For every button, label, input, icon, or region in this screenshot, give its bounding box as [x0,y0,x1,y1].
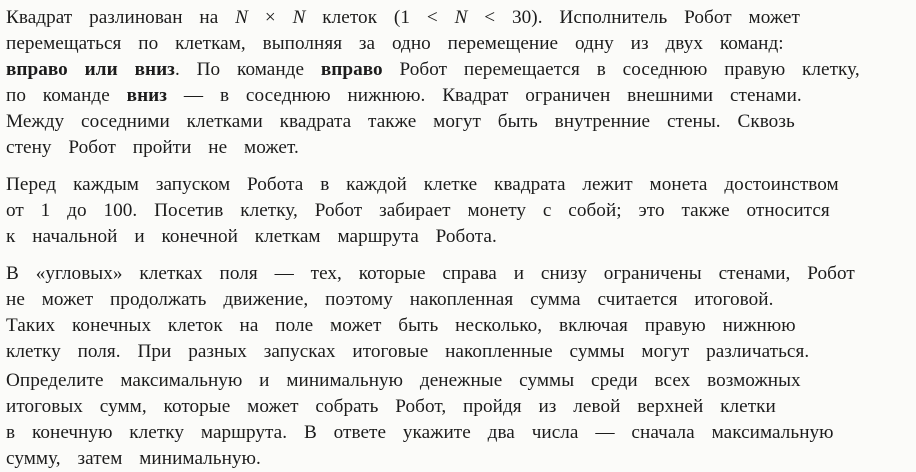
text-run: Перед каждым запуском Робота в каждой клетке квадрата лежит монета достоинством [6,174,839,195]
bold-command: вправо [320,59,383,80]
text-run: < 30). Исполнитель Робот может [467,7,800,28]
text-run: по команде [6,85,127,106]
bold-command: вправо [6,59,68,80]
text-line [6,261,855,287]
text-run: Таких конечных клеток на поле может быть несколько, включая правую нижнюю [6,315,796,336]
text-run: перемещаться по клеткам, выполняя за одно перемещение одну из двух команд: [6,33,784,54]
text-run: итоговых сумм, которые может собрать Робот, пройдя из левой верхней клетки [6,396,776,417]
text-line [6,109,795,135]
text-run: Робот перемещается в соседнюю правую клетку, [382,59,860,80]
text-run: Квадрат разлинован на [6,7,236,28]
text-run: клетку поля. При разных запусках итоговые накопленные суммы могут различаться. [6,341,810,362]
text-line [6,198,830,224]
math-variable: N [292,7,306,28]
text-run: — в соседнюю нижнюю. Квадрат ограничен внешними стенами. [167,85,802,106]
bold-command: вниз [126,85,168,106]
text-run [118,59,135,80]
text-run: Между соседними клетками квадрата также могут быть внутренние стены. Сквозь [6,111,795,132]
text-run: клеток (1 < [305,7,455,28]
text-run: сумму, затем минимальную. [6,448,261,469]
text-run: В «угловых» клетках поля — тех, которые справа и снизу ограничены стенами, Робот [6,263,855,284]
text-run: × [248,7,293,28]
text-run: стену Робот пройти не может. [6,137,299,158]
bold-command: или [84,59,118,80]
text-run: к начальной и конечной клеткам маршрута Робота. [6,226,497,247]
text-line [6,339,809,365]
text-line [6,172,839,198]
bold-command: вниз [134,59,175,80]
text-line [6,135,299,161]
text-line [6,420,834,446]
text-run: в конечную клетку маршрута. В ответе укажите два числа — сначала максимальную [6,422,834,443]
text-line [6,5,800,31]
text-run: Определите максимальную и минимальную денежные суммы среди всех возможных [6,370,801,391]
text-run: . По команде [174,59,321,80]
text-line [6,368,801,394]
text-line [6,287,773,313]
text-line [6,224,497,250]
text-line [6,57,860,83]
math-variable: N [454,7,468,28]
math-variable: N [235,7,249,28]
text-run: от 1 до 100. Посетив клетку, Робот забирает монету с собой; это также относится [6,200,830,221]
text-run: не может продолжать движение, поэтому накопленная сумма считается итоговой. [6,289,774,310]
text-line [6,446,261,472]
text-line [6,394,776,420]
text-run [68,59,85,80]
text-line [6,313,796,339]
text-line [6,83,802,109]
text-line [6,31,784,57]
